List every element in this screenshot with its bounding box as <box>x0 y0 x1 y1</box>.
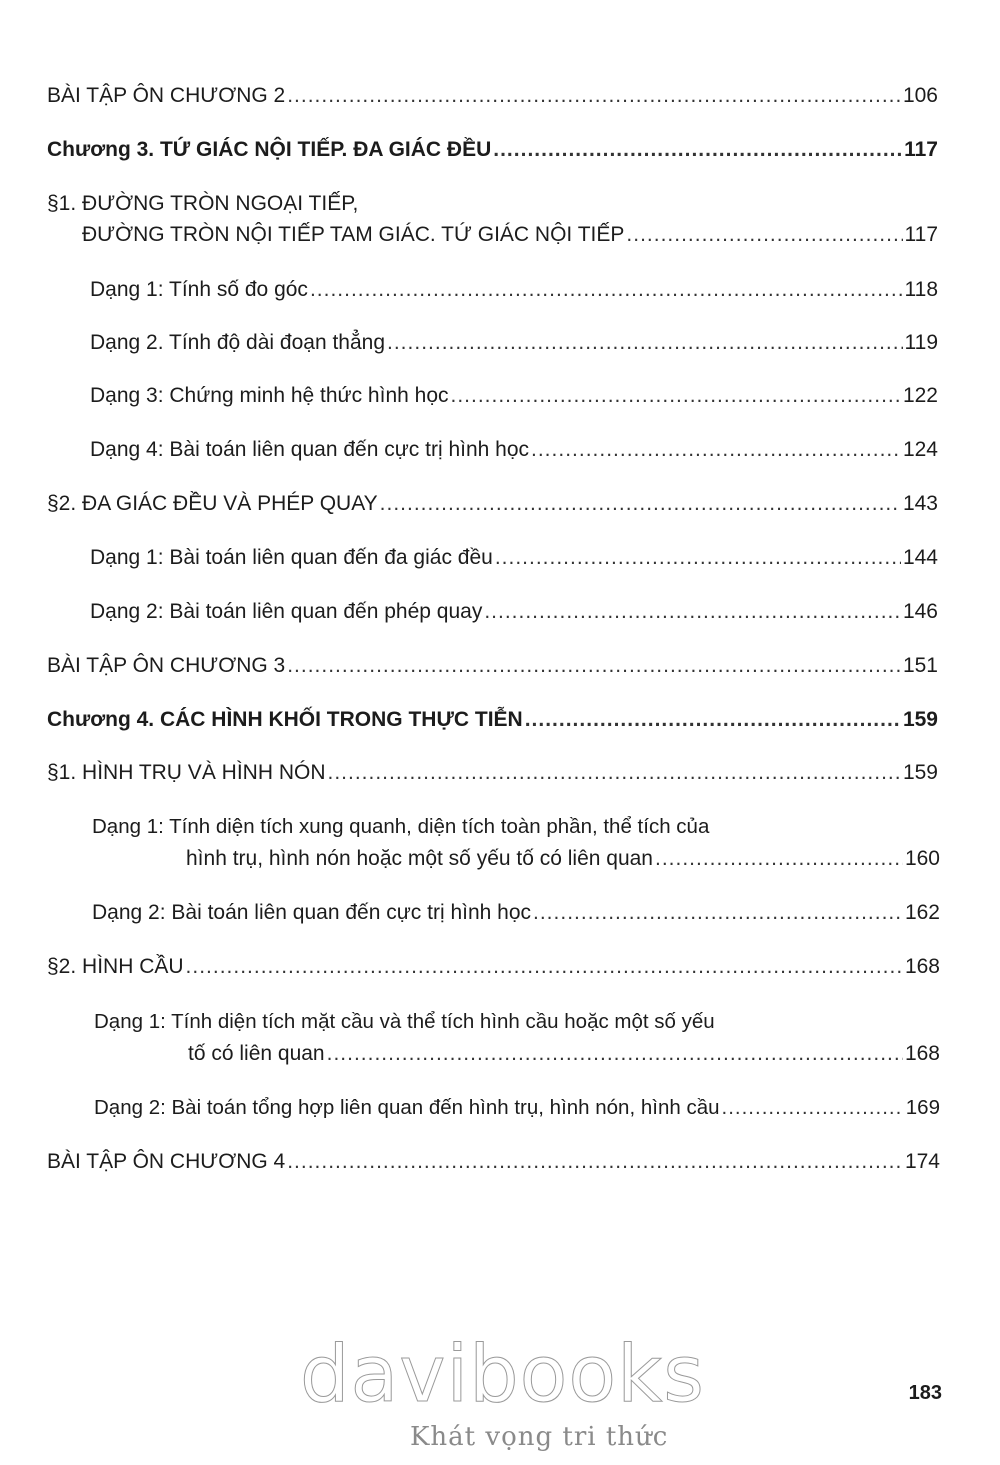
toc-page: 118 <box>904 278 938 301</box>
toc-entry <box>90 274 938 306</box>
toc-entry <box>47 757 938 789</box>
toc-entry <box>92 897 940 929</box>
toc-entry <box>188 1038 940 1070</box>
dot-leader <box>493 134 902 166</box>
toc-title-line: §1. ĐƯỜNG TRÒN NGOẠI TIẾP, <box>47 192 359 215</box>
toc-title: ĐƯỜNG TRÒN NỘI TIẾP TAM GIÁC. TỨ GIÁC NỘI TIẾP <box>82 223 625 246</box>
dot-leader <box>287 650 901 682</box>
dot-leader <box>626 219 902 251</box>
dot-leader <box>533 897 903 929</box>
toc-entry <box>47 1146 940 1178</box>
toc-title: Chương 4. CÁC HÌNH KHỐI TRONG THỰC TIỄN <box>47 708 523 731</box>
toc-page: 143 <box>902 492 938 515</box>
toc-page: 122 <box>902 384 938 407</box>
toc-title: Dạng 2. Tính độ dài đoạn thẳng <box>90 331 386 354</box>
dot-leader <box>495 542 901 574</box>
dot-leader <box>451 380 901 412</box>
toc-page: 144 <box>902 546 938 569</box>
page-number: 183 <box>908 1382 942 1404</box>
toc-title: Dạng 1: Bài toán liên quan đến đa giác đều <box>90 546 493 569</box>
toc-entry <box>90 434 938 466</box>
toc-entry <box>47 488 938 520</box>
watermark-tagline: Khát vọng tri thức <box>410 1422 669 1452</box>
toc-title: Chương 3. TỨ GIÁC NỘI TIẾP. ĐA GIÁC ĐỀU <box>47 138 492 161</box>
toc-page: 146 <box>902 600 938 623</box>
dot-leader <box>310 274 903 306</box>
toc-title: §2. HÌNH CẦU <box>47 955 184 978</box>
toc-page: 168 <box>904 1042 940 1065</box>
toc-page: 162 <box>904 901 940 924</box>
toc-title-line: Dạng 1: Tính diện tích mặt cầu và thể tích hình cầu hoặc một số yếu <box>94 1010 715 1033</box>
toc-entry <box>47 80 938 112</box>
toc-entry <box>186 843 940 875</box>
toc-page: 119 <box>904 331 938 354</box>
toc-title: BÀI TẬP ÔN CHƯƠNG 3 <box>47 654 286 677</box>
dot-leader <box>287 80 901 112</box>
dot-leader <box>328 757 901 789</box>
toc-page: 159 <box>902 761 938 784</box>
toc-title-line: Dạng 1: Tính diện tích xung quanh, diện tích toàn phần, thể tích của <box>92 815 710 838</box>
toc-entry <box>94 1092 940 1124</box>
dot-leader <box>484 596 901 628</box>
toc-page: 151 <box>902 654 938 677</box>
toc-page: 169 <box>905 1096 940 1119</box>
toc-chapter-entry <box>47 134 938 166</box>
toc-title: Dạng 1: Tính số đo góc <box>90 278 308 301</box>
dot-leader <box>380 488 901 520</box>
dot-leader <box>531 434 901 466</box>
toc-title: Dạng 2: Bài toán liên quan đến cực trị hình học <box>92 901 532 924</box>
toc-title: Dạng 3: Chứng minh hệ thức hình học <box>90 384 449 407</box>
toc-page: 124 <box>902 438 938 461</box>
dot-leader <box>655 843 903 875</box>
watermark-logo: davibooks <box>300 1330 705 1420</box>
dot-leader <box>327 1038 903 1070</box>
toc-title: tố có liên quan <box>188 1042 325 1065</box>
toc-entry <box>90 542 938 574</box>
toc-page: 117 <box>904 138 938 161</box>
toc-chapter-entry <box>47 704 938 736</box>
toc-title: Dạng 4: Bài toán liên quan đến cực trị hình học <box>90 438 530 461</box>
toc-page: 174 <box>904 1150 940 1173</box>
toc-title: §2. ĐA GIÁC ĐỀU VÀ PHÉP QUAY <box>47 492 378 515</box>
toc-entry <box>90 380 938 412</box>
toc-title: Dạng 2: Bài toán liên quan đến phép quay <box>90 600 483 623</box>
toc-page: 160 <box>904 847 940 870</box>
toc-title: hình trụ, hình nón hoặc một số yếu tố có liên quan <box>186 847 653 870</box>
dot-leader <box>387 327 903 359</box>
toc-entry <box>82 219 938 251</box>
toc-page: 159 <box>902 708 938 731</box>
toc-title: BÀI TẬP ÔN CHƯƠNG 2 <box>47 84 286 107</box>
toc-page: 117 <box>904 223 938 246</box>
toc-entry <box>90 596 938 628</box>
toc-page: 168 <box>904 955 940 978</box>
toc-title: Dạng 2: Bài toán tổng hợp liên quan đến hình trụ, hình nón, hình cầu <box>94 1096 720 1119</box>
toc-title: §1. HÌNH TRỤ VÀ HÌNH NÓN <box>47 761 326 784</box>
toc-entry <box>90 327 938 359</box>
toc-entry <box>47 951 940 983</box>
dot-leader <box>287 1146 903 1178</box>
dot-leader <box>186 951 903 983</box>
toc-page: 106 <box>902 84 938 107</box>
dot-leader <box>722 1092 904 1124</box>
dot-leader <box>525 704 901 736</box>
toc-title: BÀI TẬP ÔN CHƯƠNG 4 <box>47 1150 286 1173</box>
toc-entry <box>47 650 938 682</box>
